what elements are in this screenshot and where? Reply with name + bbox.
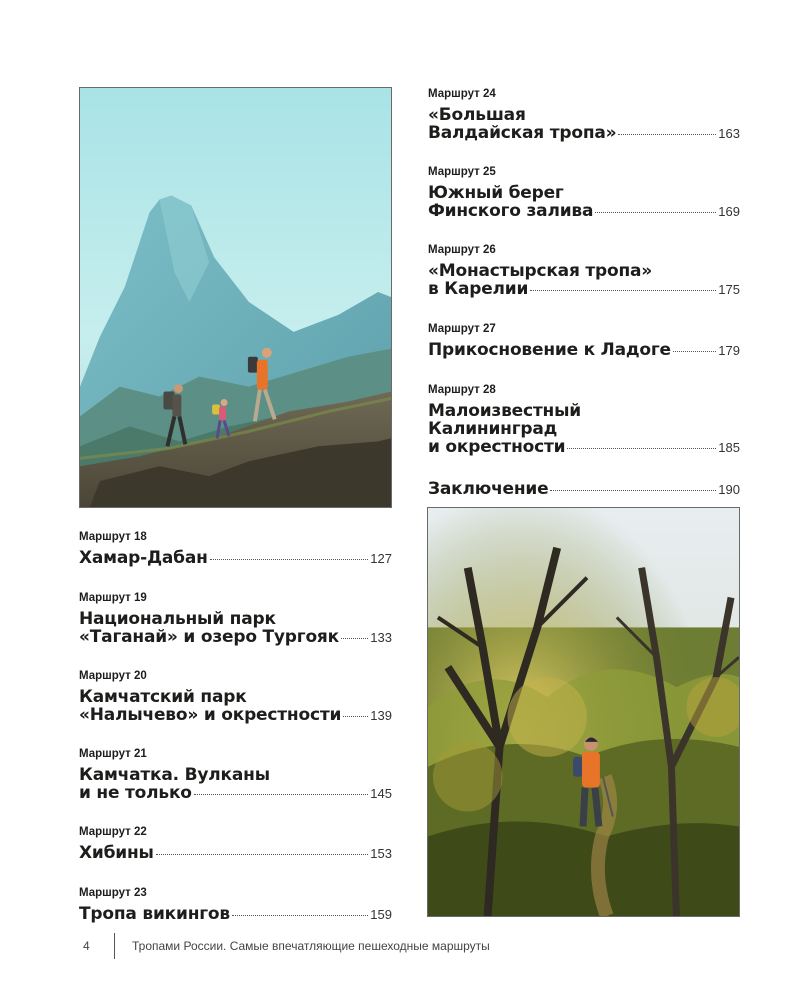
route-title-line: Хибины (79, 843, 154, 863)
page-ref: 185 (718, 440, 740, 455)
page-ref: 133 (370, 630, 392, 645)
toc-line-with-page (428, 202, 740, 221)
toc-line-with-page (428, 341, 740, 360)
toc-right-column (428, 87, 740, 499)
toc-left-column (79, 530, 392, 924)
route-label: Маршрут 19 (79, 592, 147, 604)
toc-line-with-page (79, 706, 392, 725)
page-ref: 159 (370, 907, 392, 922)
footer-divider (114, 933, 115, 959)
dot-leader (194, 794, 369, 795)
route-title (79, 905, 392, 924)
page-ref: 145 (370, 786, 392, 801)
page-ref: 127 (370, 551, 392, 566)
toc-entry[interactable] (79, 747, 392, 803)
route-title-line: «Большая (428, 105, 526, 125)
route-title-line: Тропа викингов (79, 904, 230, 924)
page-ref: 175 (718, 282, 740, 297)
running-footer-title: Тропами России. Самые впечатляющие пешеходные маршруты (132, 939, 490, 953)
route-label: Маршрут 26 (428, 244, 496, 256)
route-title (79, 766, 392, 803)
route-title-line: «Налычево» и окрестности (79, 705, 342, 725)
route-label: Маршрут 22 (79, 826, 147, 838)
dot-leader (156, 854, 369, 855)
route-title-line: Национальный парк (79, 609, 276, 629)
dot-leader (550, 490, 716, 491)
toc-line-with-page (79, 549, 392, 568)
route-title-line: Калининград (428, 419, 558, 439)
forest-hiker-photo (427, 507, 740, 917)
toc-entry[interactable] (428, 165, 740, 221)
route-title (428, 341, 740, 360)
page-ref: 190 (718, 482, 740, 497)
route-title (428, 262, 740, 299)
toc-line-with-page (79, 784, 392, 803)
route-title (428, 480, 740, 499)
toc-line-with-page (428, 280, 740, 299)
page-number: 4 (83, 939, 90, 953)
dot-leader (567, 448, 716, 449)
route-title-line: Валдайская тропа» (428, 123, 617, 143)
route-label: Маршрут 25 (428, 166, 496, 178)
page-ref: 179 (718, 343, 740, 358)
toc-entry[interactable] (79, 530, 392, 568)
route-label: Маршрут 21 (79, 748, 147, 760)
dot-leader (673, 351, 716, 352)
dot-leader (618, 134, 716, 135)
route-title (79, 844, 392, 863)
toc-line-with-page (79, 905, 392, 924)
route-title-line: Малоизвестный (428, 401, 581, 421)
toc-entry[interactable] (79, 591, 392, 647)
route-label: Маршрут 23 (79, 887, 147, 899)
route-title-line: Южный берег (428, 183, 564, 203)
route-label: Маршрут 24 (428, 88, 496, 100)
dot-leader (595, 212, 716, 213)
route-label: Маршрут 27 (428, 323, 496, 335)
dot-leader (210, 559, 369, 560)
route-title-line: и окрестности (428, 437, 566, 457)
route-title (79, 610, 392, 647)
route-title-line: Финского залива (428, 201, 594, 221)
toc-entry[interactable] (79, 825, 392, 863)
toc-line-with-page (79, 844, 392, 863)
route-title (79, 549, 392, 568)
toc-line-with-page (428, 480, 740, 499)
toc-entry[interactable] (428, 383, 740, 457)
toc-line-with-page (428, 124, 740, 143)
route-title-line: и не только (79, 783, 192, 803)
route-label: Маршрут 18 (79, 531, 147, 543)
route-label: Маршрут 28 (428, 384, 496, 396)
route-title-line: Камчатка. Вулканы (79, 765, 270, 785)
page-ref: 163 (718, 126, 740, 141)
dot-leader (343, 716, 368, 717)
toc-entry[interactable] (428, 322, 740, 360)
dot-leader (341, 638, 368, 639)
mountain-hikers-photo (79, 87, 392, 508)
toc-line-with-page (428, 438, 740, 457)
route-title-line: Заключение (428, 479, 549, 499)
route-title-line: Прикосновение к Ладоге (428, 340, 671, 360)
toc-entry[interactable] (428, 480, 740, 499)
toc-entry[interactable] (79, 886, 392, 924)
route-title-line: «Монастырская тропа» (428, 261, 653, 281)
route-title-line: «Таганай» и озеро Тургояк (79, 627, 339, 647)
dot-leader (530, 290, 716, 291)
route-title (428, 184, 740, 221)
toc-entry[interactable] (428, 87, 740, 143)
route-title-line: в Карелии (428, 279, 529, 299)
route-label: Маршрут 20 (79, 670, 147, 682)
page-ref: 153 (370, 846, 392, 861)
page-ref: 139 (370, 708, 392, 723)
page-ref: 169 (718, 204, 740, 219)
route-title-line: Камчатский парк (79, 687, 247, 707)
toc-line-with-page (79, 628, 392, 647)
route-title (428, 402, 740, 457)
route-title (428, 106, 740, 143)
toc-entry[interactable] (428, 243, 740, 299)
route-title (79, 688, 392, 725)
toc-entry[interactable] (79, 669, 392, 725)
route-title-line: Хамар-Дабан (79, 548, 208, 568)
dot-leader (232, 915, 368, 916)
